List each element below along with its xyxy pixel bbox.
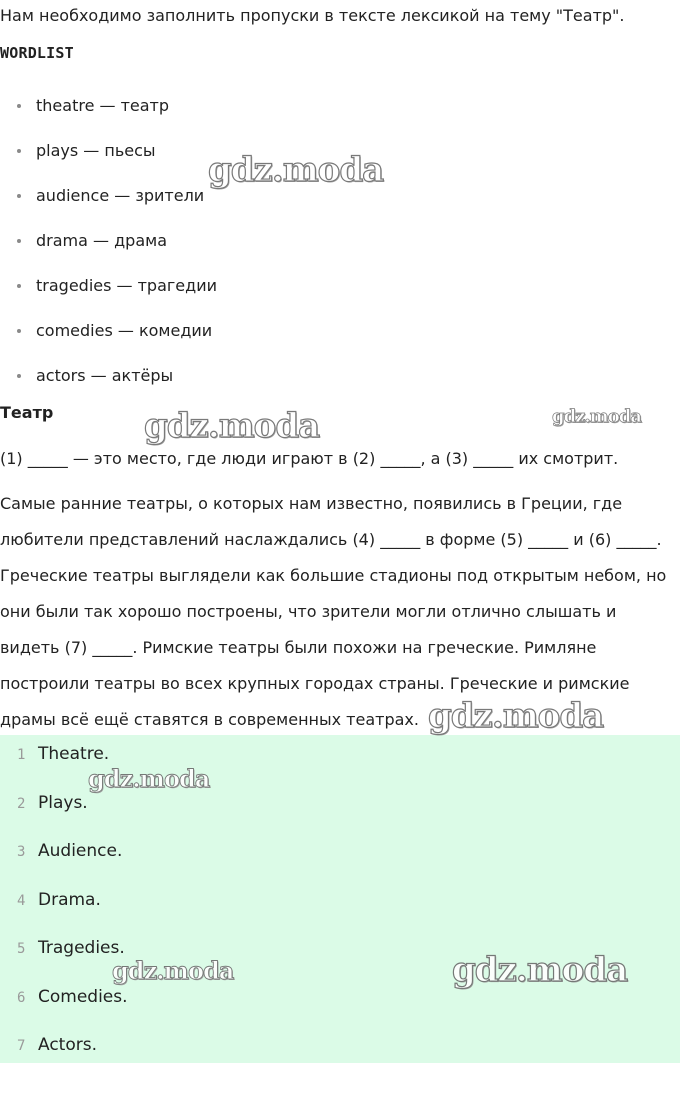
answer-text: Actors. xyxy=(38,1035,97,1055)
paragraph-1: (1) _____ — это место, где люди играют в (2) _____, а (3) _____ их смотрит. xyxy=(0,449,619,468)
bullet-icon xyxy=(17,149,21,153)
answer-text: Audience. xyxy=(38,841,123,861)
watermark-logo: gdz.moda xyxy=(552,406,641,427)
bullet-icon xyxy=(17,194,21,198)
watermark-logo: gdz.moda xyxy=(144,406,320,446)
answer-number: 3 xyxy=(17,844,26,860)
watermark-logo: gdz.moda xyxy=(112,956,234,985)
watermark-logo: gdz.moda xyxy=(208,150,384,190)
bullet-icon xyxy=(17,104,21,108)
bullet-icon xyxy=(17,329,21,333)
answer-number: 4 xyxy=(17,892,26,909)
answer-text: Comedies. xyxy=(38,986,128,1007)
answer-text: Plays. xyxy=(38,792,88,813)
answer-number: 2 xyxy=(17,795,26,812)
answer-number: 1 xyxy=(17,747,26,763)
answer-text: Drama. xyxy=(38,889,101,910)
section-title: Театр xyxy=(0,403,54,422)
paragraph-2: Самые ранние театры, о которых нам известно, появились в Греции, где любители представлений наслаждались (4) _____ в форме (5) _____ и (6) _____. Греческие театры выглядели как большие стадионы под открытым небом, но они были так хорошо построены, что зрители могли отлично слышать и видеть (7) _____. Римские театры были похожи на греческие. Римляне построили театры во всех крупных городах страны. Греческие и римские драмы всё ещё ставятся в современных театрах. xyxy=(0,494,667,729)
watermark-logo: gdz.moda xyxy=(88,764,210,793)
answers-panel xyxy=(0,735,680,1063)
answer-number: 7 xyxy=(17,1038,26,1054)
answer-number: 5 xyxy=(17,941,26,957)
bullet-icon xyxy=(17,239,21,243)
answer-number: 6 xyxy=(17,989,26,1006)
intro-text: Нам необходимо заполнить пропуски в тексте лексикой на тему "Театр". xyxy=(0,6,625,25)
bullet-icon xyxy=(17,374,21,378)
watermark-logo: gdz.moda xyxy=(452,950,628,990)
answer-text: Tragedies. xyxy=(38,938,125,958)
watermark-logo: gdz.moda xyxy=(428,696,604,736)
wordlist-heading: WORDLIST xyxy=(0,44,74,62)
answer-text: Theatre. xyxy=(38,744,110,764)
bullet-icon xyxy=(17,284,21,288)
